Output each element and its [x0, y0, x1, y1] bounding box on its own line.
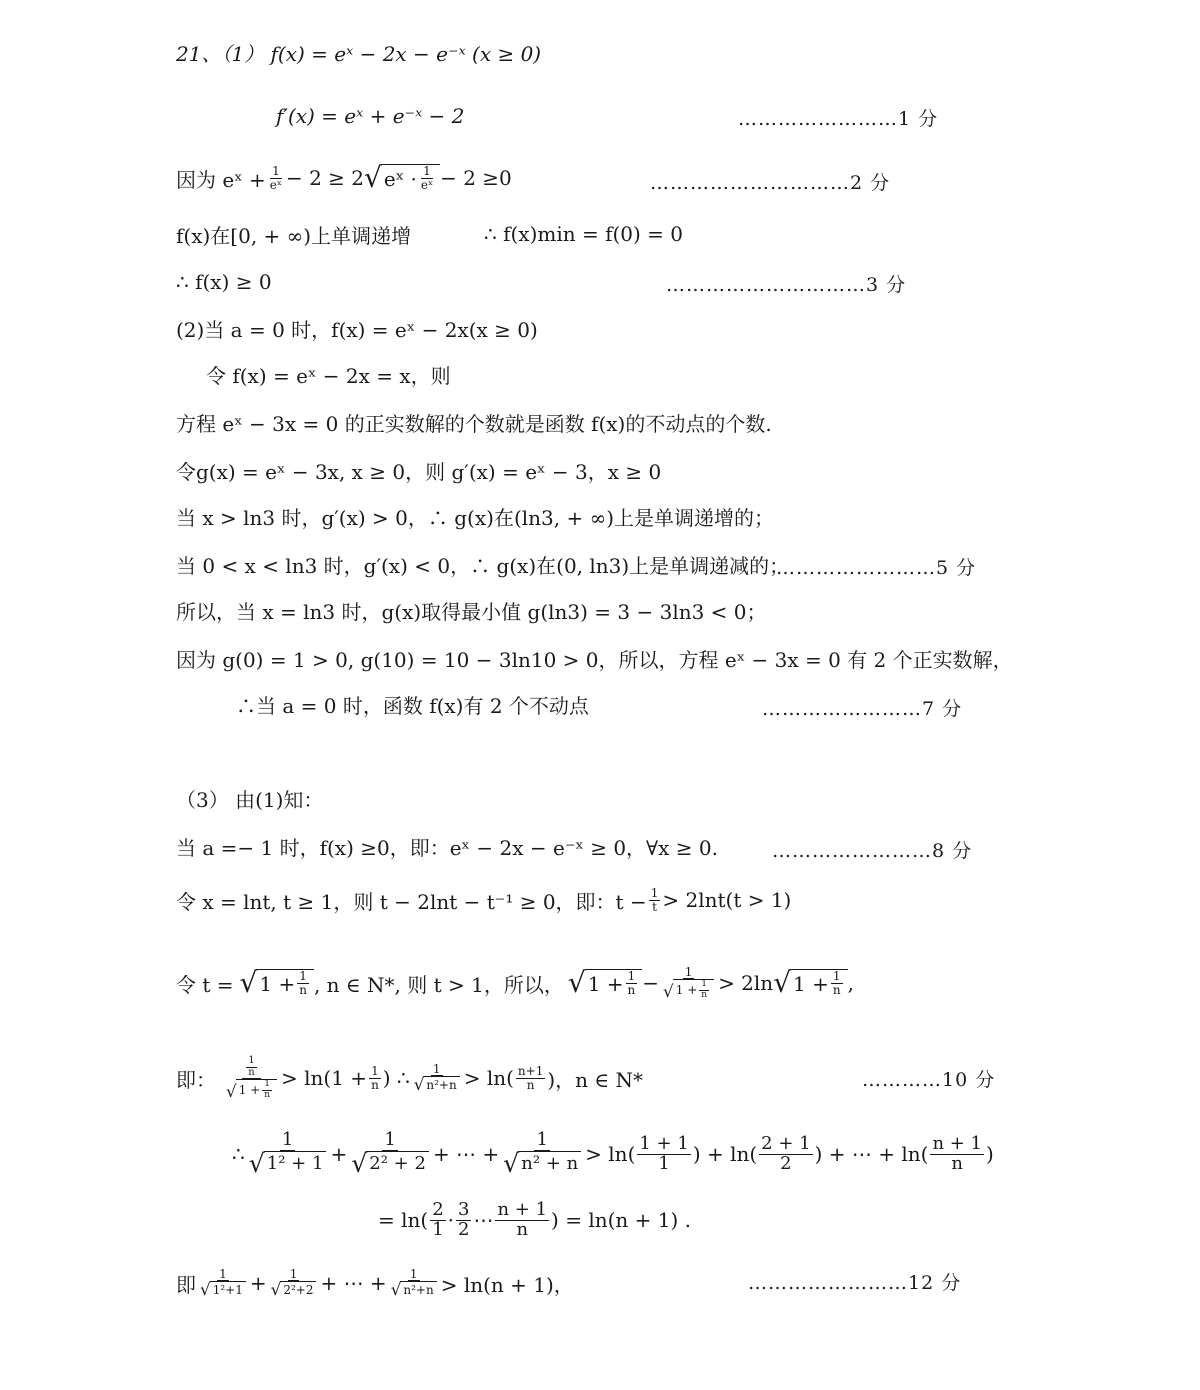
radical-sign: √: [270, 1279, 282, 1300]
sum-close: ): [986, 1142, 994, 1166]
ineq-ln2: > ln(: [463, 1066, 514, 1090]
sqrt-ex-product: [364, 161, 440, 194]
final-line: [176, 1258, 574, 1308]
frac-num: 1: [384, 1129, 396, 1151]
frac-num: n + 1: [497, 1198, 548, 1220]
radicand-text: 1 +: [259, 971, 296, 996]
increasing-text: 当 x > ln3 时，g′(x) > 0，∴ g(x)在(ln3, + ∞)上是单调递增的；: [176, 505, 775, 530]
radical-sign: √: [390, 1279, 402, 1300]
frac-num: 1: [248, 1055, 255, 1067]
radicand-text: 1 +: [238, 1082, 261, 1097]
part2-text: (2)当 a = 0 时，f(x) = eˣ − 2x(x ≥ 0): [176, 317, 538, 342]
frac-den: [501, 1149, 583, 1179]
radicand: [790, 969, 848, 997]
frac-den: 1: [432, 1218, 444, 1240]
am-gm-line: [176, 158, 512, 198]
frac-num: 1: [299, 969, 307, 984]
frac-den: eˣ: [420, 178, 434, 192]
radical-sign: √: [364, 161, 382, 194]
frac-log-n: [930, 1132, 984, 1174]
sqrt-one-plus-1n-2: [567, 966, 642, 999]
radicand-text: eˣ ·: [383, 166, 417, 191]
frac-num: 2 + 1: [761, 1132, 811, 1154]
frac-den: [349, 1149, 431, 1179]
frac-num: 2: [432, 1198, 444, 1220]
sqrt-rn: [503, 1149, 581, 1179]
ineq-end: )，n ∈ N*: [547, 1067, 644, 1092]
radicand-text: 1 +: [675, 983, 698, 997]
monotone-line: [176, 214, 411, 254]
part3-text: （3） 由(1)知：: [176, 787, 324, 812]
frac-num: 1: [371, 1063, 379, 1078]
final-dots: + ⋯ +: [320, 1271, 387, 1295]
frac-den: eˣ: [269, 177, 282, 192]
min-text: ∴ f(x)min = f(0) = 0: [484, 222, 684, 246]
substitute-end: > 2lnt(t > 1): [662, 888, 792, 912]
sqrt-r2: [351, 1149, 429, 1179]
frac-den: [389, 1281, 439, 1298]
am-gm-end: − 2 ≥0: [440, 166, 512, 190]
sqrt-one-plus-1n-3: [773, 966, 847, 999]
radicand: [236, 1079, 277, 1100]
frac-sum-2: [349, 1129, 431, 1179]
frac-den: [247, 1149, 329, 1179]
frac-num: 1: [289, 1266, 298, 1281]
sum-therefore: ∴: [232, 1142, 245, 1166]
frac-den: [198, 1281, 248, 1298]
am-gm-mid: − 2 ≥ 2: [285, 166, 365, 190]
frac-den: n: [264, 1089, 271, 1100]
frac-one-over-t: [649, 887, 661, 913]
radicand-text: 1 +: [587, 971, 624, 996]
frac-den: n: [951, 1152, 964, 1174]
frac-den: n: [299, 983, 307, 997]
sqrt-r1: [248, 1149, 327, 1179]
product-end: ) = ln(n + 1) .: [551, 1208, 691, 1232]
frac-num: 1: [684, 964, 693, 979]
score-1: ……………………1 分: [738, 108, 939, 130]
frac-den: n: [701, 989, 708, 1000]
radicand: 1² + 1: [264, 1151, 327, 1176]
t-sqrt-comma: ,: [847, 971, 854, 995]
sqrt-small: [663, 979, 714, 1000]
frac-np1-n: [495, 1198, 549, 1240]
sqrt-small: [391, 1281, 437, 1298]
radicand: n²+n: [423, 1076, 459, 1093]
t-sqrt-prefix: 令 t =: [176, 972, 234, 997]
radicand: 1²+1: [210, 1281, 246, 1298]
sum-gt-ln: > ln(: [585, 1142, 636, 1166]
radical-sign: √: [773, 966, 792, 999]
frac-den: [224, 1079, 279, 1100]
radicand-text: 1 +: [793, 971, 829, 996]
sqrt-small: [200, 1281, 246, 1298]
minus-sign: −: [642, 971, 660, 995]
monotone-text: f(x)在[0, + ∞)上单调递增: [176, 223, 412, 248]
conclusion-line: [176, 262, 272, 302]
minimum-line: [176, 590, 767, 630]
let-line: [206, 354, 451, 394]
g-define-line: [176, 450, 661, 490]
score-2: …………………………2 分: [650, 172, 891, 194]
frac-num: 1: [281, 1129, 294, 1151]
equation-text: 方程 eˣ − 3x = 0 的正实数解的个数就是函数 f(x)的不动点的个数.: [176, 411, 772, 436]
equation-line: [176, 402, 772, 442]
sum-plus: +: [330, 1142, 348, 1166]
frac-den: n: [526, 1077, 535, 1092]
radical-sign: √: [239, 966, 258, 999]
frac-1n: [297, 970, 309, 996]
sum-dots: + ⋯ +: [432, 1142, 500, 1166]
frac-1n: [262, 1080, 272, 1100]
let-text: 令 f(x) = eˣ − 2x = x，则: [206, 363, 451, 388]
frac-num: 1: [432, 1061, 441, 1076]
frac-num: 1: [832, 969, 841, 984]
frac-num: 1: [272, 163, 280, 178]
t-sqrt-line: [176, 958, 854, 1008]
sqrt-small: [226, 1079, 277, 1100]
am-gm-prefix: 因为 eˣ +: [176, 167, 266, 192]
ivt-line: [176, 638, 1013, 678]
radicand: n² + n: [518, 1151, 581, 1176]
frac-den: 2: [780, 1152, 792, 1174]
frac-1-over-sqrt: [661, 966, 716, 1000]
ineq-line: [176, 1048, 643, 1108]
frac-den: n: [516, 1218, 529, 1240]
score-5: ……………………5 分: [776, 557, 977, 579]
frac-final-1: [198, 1268, 248, 1298]
product-dots: ⋯: [473, 1208, 494, 1232]
radical-sign: √: [226, 1081, 237, 1102]
t-sqrt-mid: , n ∈ N*, 则 t > 1，所以，: [313, 972, 564, 997]
sum-ln-mid: ) + ln(: [692, 1142, 758, 1166]
part2-line: [176, 308, 538, 348]
ineq-ln: > ln(1 +: [281, 1066, 368, 1090]
min-line: [484, 214, 683, 254]
frac-num: 1 + 1: [639, 1132, 689, 1154]
frac-one-over-ex: [268, 165, 284, 191]
frac-sum-1: [247, 1129, 329, 1179]
radical-sign: √: [248, 1149, 265, 1179]
frac-num: 1: [219, 1266, 227, 1281]
fixed-point-line: [236, 684, 589, 724]
substitute-text: 令 x = lnt, t ≥ 1，则 t − 2lnt − t⁻¹ ≥ 0，即：t −: [176, 889, 647, 914]
radicand: [673, 979, 714, 1000]
score-7: ……………………7 分: [762, 698, 963, 720]
frac-num: 1: [536, 1129, 548, 1151]
t-sqrt-gt: > 2ln: [718, 971, 774, 995]
radicand: [585, 969, 643, 997]
derivative-text: f′(x) = eˣ + e⁻ˣ − 2: [276, 104, 465, 128]
frac-log-2: [759, 1132, 812, 1174]
frac-1n: [699, 980, 709, 1000]
problem-heading: [176, 32, 541, 72]
ineq-prefix: 即：: [176, 1067, 216, 1092]
sqrt-small: [271, 1281, 317, 1298]
fixed-point-text: ∴当 a = 0 时，函数 f(x)有 2 个不动点: [236, 693, 589, 718]
radicand: 2²+2: [280, 1281, 316, 1298]
frac-num: 1: [409, 1266, 418, 1281]
part3-line: [176, 778, 323, 818]
frac-1n-over-sqrt: [224, 1056, 279, 1100]
frac-final-n: [389, 1268, 439, 1298]
derivative-line: [276, 96, 464, 136]
decreasing-text: 当 0 < x < ln3 时，g′(x) < 0，∴ g(x)在(0, ln3)上是单调递减的；: [176, 553, 790, 578]
frac-num: 1: [264, 1079, 270, 1090]
substitute-line: [176, 880, 791, 920]
frac-den: [269, 1281, 319, 1298]
radical-sign: √: [351, 1149, 368, 1179]
frac-den: [412, 1076, 462, 1093]
frac-1n: [369, 1065, 381, 1091]
frac-num: n+1: [517, 1063, 544, 1078]
ineq-therefore: ) ∴: [382, 1066, 410, 1090]
sum-ln-mid2: ) + ⋯ + ln(: [814, 1142, 929, 1166]
radicand: [381, 164, 440, 192]
frac-den: 2: [458, 1218, 470, 1240]
a-neg1-text: 当 a =− 1 时，f(x) ≥0，即：eˣ − 2x − e⁻ˣ ≥ 0，∀x ≥ 0.: [176, 835, 718, 860]
final-prefix: 即: [176, 1272, 196, 1297]
g-define-text: 令g(x) = eˣ − 3x, x ≥ 0，则 g′(x) = eˣ − 3，x ≥ 0: [176, 459, 662, 484]
frac-num: 1: [627, 969, 636, 984]
score-3: …………………………3 分: [666, 274, 907, 296]
frac-num: n + 1: [932, 1132, 983, 1154]
frac-den: n: [248, 1066, 255, 1078]
score-8: ……………………8 分: [772, 840, 973, 862]
decreasing-line: [176, 544, 789, 584]
radical-sign: √: [567, 966, 586, 999]
heading-text: 21、（1） f(x) = eˣ − 2x − e⁻ˣ (x ≥ 0): [176, 41, 542, 66]
frac-1n: [626, 970, 638, 996]
increasing-line: [176, 496, 774, 536]
frac-den: 1: [658, 1152, 670, 1174]
frac-den: n: [832, 983, 841, 997]
frac-final-2: [269, 1268, 319, 1298]
frac-one-over-ex-2: [419, 165, 435, 191]
frac-num: 1: [650, 885, 659, 900]
frac-1-over-sqrt-n2n: [412, 1063, 462, 1093]
product-dot: ·: [447, 1208, 455, 1232]
score-10: …………10 分: [862, 1069, 996, 1091]
frac-sum-n: [501, 1129, 583, 1179]
a-neg1-line: [176, 826, 718, 866]
frac-2-1: [430, 1198, 445, 1240]
frac-den: t: [652, 899, 657, 914]
frac-1n: [246, 1056, 256, 1078]
radical-sign: √: [200, 1279, 211, 1300]
radicand: 2² + 2: [366, 1151, 429, 1176]
sqrt-one-plus-1n: [239, 966, 314, 999]
frac-den: n: [627, 983, 636, 997]
product-eq-ln: = ln(: [378, 1208, 429, 1232]
frac-log-1: [637, 1132, 690, 1174]
frac-3-2: [456, 1198, 471, 1240]
radicand: [256, 969, 314, 997]
radical-sign: √: [503, 1149, 520, 1179]
score-12: ……………………12 分: [748, 1272, 962, 1294]
frac-num: [242, 1056, 260, 1079]
frac-den: n: [371, 1077, 379, 1092]
final-plus: +: [249, 1271, 267, 1295]
frac-num: 1: [423, 164, 431, 179]
sum-line: [232, 1124, 994, 1184]
final-end: > ln(n + 1)，: [440, 1272, 574, 1297]
frac-1n: [831, 970, 843, 996]
conclusion-text: ∴ f(x) ≥ 0: [176, 270, 272, 294]
frac-np1-over-n: [516, 1065, 545, 1091]
frac-num: 1: [701, 979, 708, 990]
product-line: [378, 1192, 691, 1248]
radical-sign: √: [663, 981, 674, 1002]
radicand: n²+n: [400, 1281, 436, 1298]
frac-den: [661, 979, 716, 1000]
minimum-text: 所以，当 x = ln3 时，g(x)取得最小值 g(ln3) = 3 − 3ln3 < 0；: [176, 599, 767, 624]
frac-num: 3: [458, 1198, 470, 1220]
sqrt-n2n: [414, 1076, 460, 1093]
ivt-text: 因为 g(0) = 1 > 0, g(10) = 10 − 3ln10 > 0，所以，方程 eˣ − 3x = 0 有 2 个正实数解，: [176, 647, 1013, 672]
radical-sign: √: [413, 1074, 425, 1095]
